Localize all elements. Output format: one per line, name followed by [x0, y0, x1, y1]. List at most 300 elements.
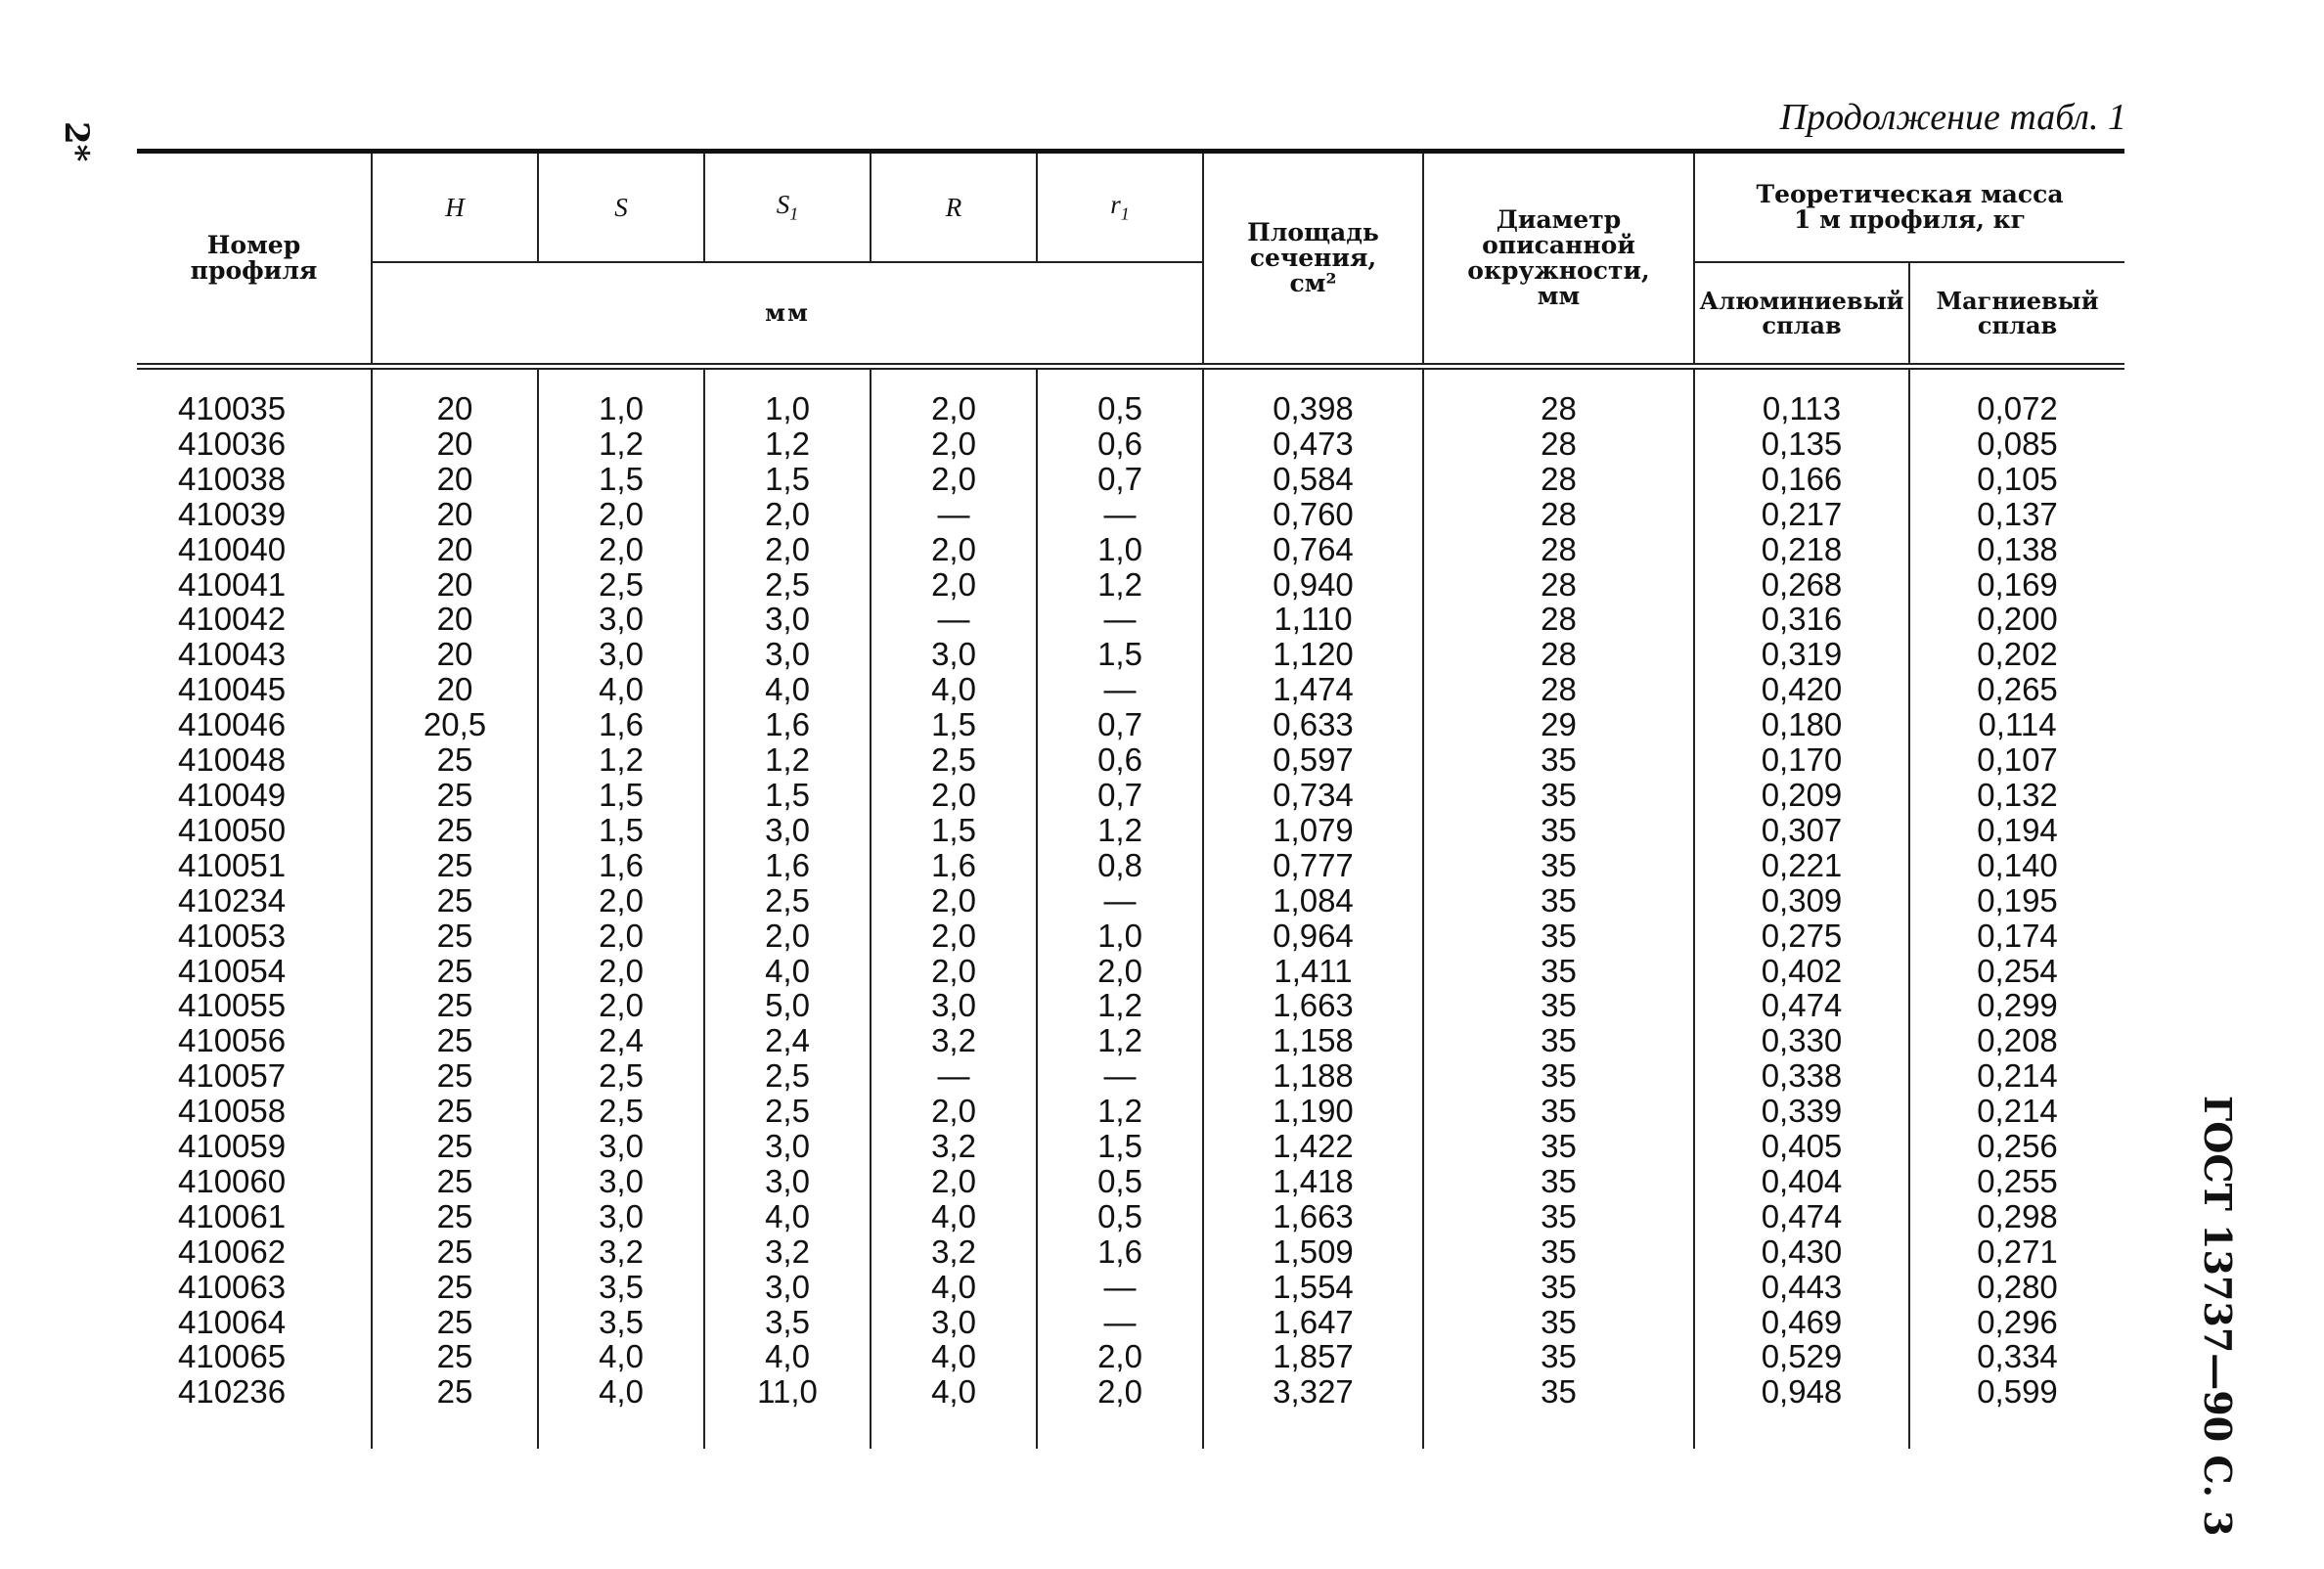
- cell-R: 4,0: [931, 1373, 976, 1411]
- cell-aluminium: 0,221: [1761, 846, 1843, 883]
- cell-area: 1,120: [1273, 636, 1354, 673]
- cell-H: 25: [436, 1338, 473, 1375]
- cell-S1: 3,0: [765, 636, 810, 673]
- cell-R: 4,0: [931, 671, 976, 708]
- cell-S1: 2,5: [765, 565, 810, 603]
- cell-profile: 410236: [178, 1373, 287, 1411]
- cell-diameter: 35: [1541, 1233, 1577, 1270]
- cell-H: 25: [436, 1128, 473, 1165]
- cell-magnesium: 0,334: [1977, 1338, 2058, 1375]
- cell-diameter: 28: [1541, 601, 1577, 638]
- cell-S: 2,4: [599, 1022, 644, 1059]
- page-mark: 2*: [57, 121, 96, 162]
- cell-diameter: 35: [1541, 1303, 1577, 1340]
- cell-r1: —: [1103, 1057, 1137, 1095]
- cell-H: 25: [436, 776, 473, 813]
- cell-profile: 410039: [178, 495, 287, 532]
- cell-profile: 410051: [178, 846, 287, 883]
- cell-area: 1,509: [1273, 1233, 1354, 1270]
- cell-S1: 3,0: [765, 1128, 810, 1165]
- cell-profile: 410041: [178, 565, 287, 603]
- cell-area: 1,422: [1273, 1128, 1354, 1165]
- cell-S: 3,0: [599, 636, 644, 673]
- cell-R: 2,0: [931, 565, 976, 603]
- cell-S: 3,0: [599, 1197, 644, 1234]
- cell-magnesium: 0,085: [1977, 425, 2058, 462]
- cell-H: 25: [436, 1022, 473, 1059]
- cell-R: 3,2: [931, 1022, 976, 1059]
- cell-aluminium: 0,474: [1761, 987, 1843, 1024]
- header-r1: $r_1$: [1037, 152, 1203, 263]
- cell-aluminium: 0,217: [1761, 495, 1843, 532]
- cell-diameter: 35: [1541, 952, 1577, 989]
- cell-S: 1,6: [599, 846, 644, 883]
- cell-aluminium: 0,307: [1761, 811, 1843, 848]
- header-diameter: Диаметр описанной окружности, мм: [1423, 152, 1694, 367]
- cell-r1: 2,0: [1097, 1373, 1142, 1411]
- profiles-table: [137, 149, 2124, 1449]
- cell-diameter: 28: [1541, 565, 1577, 603]
- s-column: [538, 367, 704, 1450]
- cell-r1: —: [1103, 601, 1137, 638]
- cell-magnesium: 0,265: [1977, 671, 2058, 708]
- header-profile-number: Номер профиля: [137, 152, 372, 367]
- cell-H: 25: [436, 1162, 473, 1199]
- cell-r1: 1,6: [1097, 1233, 1142, 1270]
- cell-S: 2,0: [599, 917, 644, 954]
- cell-S: 2,0: [599, 495, 644, 532]
- cell-diameter: 35: [1541, 1093, 1577, 1130]
- cell-S: 3,0: [599, 601, 644, 638]
- standard-page-label: ГОСТ 13737—90 С. 3: [2196, 1096, 2240, 1537]
- cell-profile: 410060: [178, 1162, 287, 1199]
- cell-S: 2,0: [599, 530, 644, 567]
- cell-magnesium: 0,114: [1978, 706, 2057, 743]
- cell-aluminium: 0,113: [1762, 390, 1842, 426]
- cell-profile: 410038: [178, 460, 287, 497]
- cell-r1: 1,2: [1097, 811, 1142, 848]
- cell-H: 25: [436, 987, 473, 1024]
- cell-area: 3,327: [1273, 1373, 1354, 1411]
- cell-R: 2,0: [931, 425, 976, 462]
- cell-R: 2,0: [931, 776, 976, 813]
- cell-S: 3,2: [599, 1233, 644, 1270]
- cell-r1: 0,5: [1097, 1197, 1142, 1234]
- cell-R: —: [937, 601, 970, 638]
- cell-S: 2,0: [599, 952, 644, 989]
- cell-area: 0,940: [1273, 565, 1354, 603]
- cell-r1: —: [1103, 1268, 1137, 1305]
- cell-aluminium: 0,330: [1761, 1022, 1843, 1059]
- cell-magnesium: 0,202: [1977, 636, 2058, 673]
- cell-S1: 5,0: [765, 987, 810, 1024]
- cell-area: 0,760: [1273, 495, 1354, 532]
- cell-r1: 0,7: [1097, 706, 1142, 743]
- cell-diameter: 28: [1541, 390, 1577, 426]
- cell-S1: 1,6: [765, 706, 810, 743]
- cell-magnesium: 0,194: [1977, 811, 2058, 848]
- cell-r1: 0,5: [1097, 390, 1142, 426]
- cell-R: 3,2: [931, 1233, 976, 1270]
- cell-S: 1,5: [599, 776, 644, 813]
- cell-aluminium: 0,166: [1761, 460, 1843, 497]
- cell-magnesium: 0,072: [1977, 390, 2058, 426]
- header-magnesium-alloy: Магниевый сплав: [1909, 262, 2124, 367]
- cell-magnesium: 0,140: [1977, 846, 2058, 883]
- cell-aluminium: 0,948: [1761, 1373, 1843, 1411]
- cell-H: 25: [436, 1373, 473, 1411]
- cell-area: 1,188: [1273, 1057, 1354, 1095]
- cell-S1: 2,5: [765, 1093, 810, 1130]
- cell-R: 2,0: [931, 917, 976, 954]
- cell-S: 3,5: [599, 1303, 644, 1340]
- cell-diameter: 35: [1541, 1022, 1577, 1059]
- header-theoretical-mass: Теоретическая масса 1 м профиля, кг: [1694, 152, 2124, 263]
- cell-R: 4,0: [931, 1268, 976, 1305]
- cell-S1: 2,0: [765, 495, 810, 532]
- cell-S: 2,5: [599, 1093, 644, 1130]
- cell-area: 1,190: [1273, 1093, 1354, 1130]
- cell-S1: 3,0: [765, 811, 810, 848]
- cell-S1: 4,0: [765, 1197, 810, 1234]
- cell-r1: 0,6: [1097, 741, 1142, 779]
- cell-r1: 0,8: [1097, 846, 1142, 883]
- cell-profile: 410234: [178, 881, 287, 919]
- cell-S1: 1,2: [765, 425, 810, 462]
- cell-area: 1,079: [1273, 811, 1354, 848]
- cell-S: 3,0: [599, 1162, 644, 1199]
- cell-H: 25: [436, 1233, 473, 1270]
- cell-magnesium: 0,107: [1977, 741, 2058, 779]
- cell-R: 2,5: [931, 741, 976, 779]
- r1-column: [1037, 367, 1203, 1450]
- cell-aluminium: 0,135: [1761, 425, 1843, 462]
- cell-S: 2,5: [599, 565, 644, 603]
- cell-profile: 410055: [178, 987, 287, 1024]
- cell-H: 25: [436, 1303, 473, 1340]
- cell-area: 0,597: [1273, 741, 1354, 779]
- cell-area: 0,584: [1273, 460, 1354, 497]
- cell-R: —: [937, 495, 970, 532]
- cell-R: 1,5: [931, 811, 976, 848]
- cell-aluminium: 0,529: [1761, 1338, 1843, 1375]
- cell-area: 1,411: [1274, 952, 1353, 989]
- cell-profile: 410061: [178, 1197, 287, 1234]
- cell-S1: 3,0: [765, 1268, 810, 1305]
- cell-r1: —: [1103, 671, 1137, 708]
- cell-aluminium: 0,209: [1761, 776, 1843, 813]
- cell-R: —: [937, 1057, 970, 1095]
- cell-R: 2,0: [931, 881, 976, 919]
- cell-diameter: 35: [1541, 776, 1577, 813]
- cell-diameter: 28: [1541, 671, 1577, 708]
- cell-r1: 1,2: [1097, 1093, 1142, 1130]
- cell-R: 2,0: [931, 460, 976, 497]
- cell-S1: 2,0: [765, 530, 810, 567]
- cell-H: 25: [436, 1093, 473, 1130]
- cell-magnesium: 0,105: [1977, 460, 2058, 497]
- cell-R: 3,2: [931, 1128, 976, 1165]
- diameter-column: [1423, 367, 1694, 1450]
- cell-S: 3,5: [599, 1268, 644, 1305]
- cell-H: 20: [436, 530, 473, 567]
- cell-diameter: 28: [1541, 495, 1577, 532]
- cell-H: 25: [436, 952, 473, 989]
- cell-H: 25: [436, 741, 473, 779]
- cell-diameter: 35: [1541, 1373, 1577, 1411]
- cell-area: 0,964: [1273, 917, 1354, 954]
- cell-R: 3,0: [931, 636, 976, 673]
- cell-H: 25: [436, 1268, 473, 1305]
- cell-profile: 410035: [178, 390, 287, 426]
- cell-r1: 0,7: [1097, 776, 1142, 813]
- cell-diameter: 28: [1541, 460, 1577, 497]
- cell-aluminium: 0,268: [1761, 565, 1843, 603]
- cell-diameter: 35: [1541, 1338, 1577, 1375]
- cell-aluminium: 0,469: [1761, 1303, 1843, 1340]
- cell-aluminium: 0,404: [1761, 1162, 1843, 1199]
- cell-S: 2,0: [599, 881, 644, 919]
- cell-H: 20: [436, 601, 473, 638]
- cell-S1: 1,2: [765, 741, 810, 779]
- cell-S1: 3,0: [765, 601, 810, 638]
- cell-R: 2,0: [931, 1162, 976, 1199]
- cell-r1: 1,2: [1097, 565, 1142, 603]
- cell-H: 25: [436, 881, 473, 919]
- header-h: H: [372, 152, 538, 263]
- cell-profile: 410056: [178, 1022, 287, 1059]
- cell-profile: 410048: [178, 741, 287, 779]
- cell-aluminium: 0,402: [1761, 952, 1843, 989]
- cell-magnesium: 0,200: [1977, 601, 2058, 638]
- cell-S1: 3,5: [765, 1303, 810, 1340]
- continuation-title: Продолжение табл. 1: [1779, 97, 2126, 138]
- cell-diameter: 35: [1541, 987, 1577, 1024]
- cell-diameter: 35: [1541, 1128, 1577, 1165]
- cell-R: 3,0: [931, 1303, 976, 1340]
- cell-magnesium: 0,137: [1977, 495, 2058, 532]
- cell-aluminium: 0,420: [1761, 671, 1843, 708]
- header-r: R: [871, 152, 1037, 263]
- cell-aluminium: 0,316: [1761, 601, 1843, 638]
- cell-magnesium: 0,298: [1977, 1197, 2058, 1234]
- cell-R: 2,0: [931, 530, 976, 567]
- cell-S: 3,0: [599, 1128, 644, 1165]
- cell-H: 20: [436, 636, 473, 673]
- cell-profile: 410054: [178, 952, 287, 989]
- cell-magnesium: 0,256: [1977, 1128, 2058, 1165]
- cell-S: 4,0: [599, 1338, 644, 1375]
- cell-diameter: 28: [1541, 425, 1577, 462]
- cell-r1: 1,2: [1097, 987, 1142, 1024]
- cell-r1: 1,0: [1097, 530, 1142, 567]
- cell-diameter: 35: [1541, 881, 1577, 919]
- cell-magnesium: 0,254: [1977, 952, 2058, 989]
- cell-magnesium: 0,169: [1977, 565, 2058, 603]
- cell-r1: 1,0: [1097, 917, 1142, 954]
- cell-S1: 2,5: [765, 881, 810, 919]
- cell-r1: 1,2: [1097, 1022, 1142, 1059]
- cell-magnesium: 0,296: [1977, 1303, 2058, 1340]
- cell-S1: 1,6: [765, 846, 810, 883]
- cell-r1: 1,5: [1097, 1128, 1142, 1165]
- cell-profile: 410065: [178, 1338, 287, 1375]
- cell-aluminium: 0,275: [1761, 917, 1843, 954]
- cell-profile: 410045: [178, 671, 287, 708]
- cell-S: 4,0: [599, 1373, 644, 1411]
- cell-profile: 410036: [178, 425, 287, 462]
- cell-R: 3,0: [931, 987, 976, 1024]
- cell-S1: 1,0: [765, 390, 810, 426]
- cell-magnesium: 0,599: [1977, 1373, 2058, 1411]
- cell-aluminium: 0,218: [1761, 530, 1843, 567]
- cell-aluminium: 0,430: [1761, 1233, 1843, 1270]
- cell-H: 20: [436, 460, 473, 497]
- cell-S1: 4,0: [765, 1338, 810, 1375]
- cell-magnesium: 0,214: [1977, 1093, 2058, 1130]
- cell-aluminium: 0,319: [1761, 636, 1843, 673]
- cell-H: 20,5: [423, 706, 487, 743]
- cell-profile: 410046: [178, 706, 287, 743]
- cell-area: 1,663: [1273, 1197, 1354, 1234]
- cell-aluminium: 0,180: [1761, 706, 1843, 743]
- cell-diameter: 35: [1541, 1268, 1577, 1305]
- cell-S: 1,5: [599, 460, 644, 497]
- cell-profile: 410062: [178, 1233, 287, 1270]
- cell-diameter: 35: [1541, 846, 1577, 883]
- cell-diameter: 35: [1541, 917, 1577, 954]
- header-s: S: [538, 152, 704, 263]
- cell-r1: 0,7: [1097, 460, 1142, 497]
- cell-magnesium: 0,214: [1977, 1057, 2058, 1095]
- cell-profile: 410040: [178, 530, 287, 567]
- cell-magnesium: 0,271: [1977, 1233, 2058, 1270]
- r-column: [871, 367, 1037, 1450]
- cell-H: 25: [436, 1057, 473, 1095]
- cell-r1: —: [1103, 495, 1137, 532]
- cell-profile: 410057: [178, 1057, 287, 1095]
- cell-profile: 410042: [178, 601, 287, 638]
- cell-magnesium: 0,280: [1977, 1268, 2058, 1305]
- cell-R: 2,0: [931, 390, 976, 426]
- cell-S1: 2,4: [765, 1022, 810, 1059]
- cell-diameter: 35: [1541, 811, 1577, 848]
- cell-r1: 0,5: [1097, 1162, 1142, 1199]
- cell-aluminium: 0,170: [1761, 741, 1843, 779]
- cell-r1: 0,6: [1097, 425, 1142, 462]
- cell-r1: 2,0: [1097, 1338, 1142, 1375]
- cell-S1: 3,2: [765, 1233, 810, 1270]
- cell-profile: 410049: [178, 776, 287, 813]
- cell-diameter: 35: [1541, 1057, 1577, 1095]
- cell-r1: 1,5: [1097, 636, 1142, 673]
- cell-area: 0,764: [1273, 530, 1354, 567]
- cell-area: 0,734: [1273, 776, 1354, 813]
- cell-H: 25: [436, 846, 473, 883]
- cell-diameter: 28: [1541, 530, 1577, 567]
- cell-magnesium: 0,174: [1977, 917, 2058, 954]
- cell-profile: 410064: [178, 1303, 287, 1340]
- cell-diameter: 35: [1541, 741, 1577, 779]
- magnesium-mass-column: [1909, 367, 2124, 1450]
- cell-area: 1,474: [1273, 671, 1354, 708]
- cell-aluminium: 0,338: [1761, 1057, 1843, 1095]
- profile-number-column: [137, 367, 372, 1450]
- cell-S1: 4,0: [765, 952, 810, 989]
- s1-column: [704, 367, 871, 1450]
- cell-area: 0,777: [1273, 846, 1354, 883]
- cell-S: 2,0: [599, 987, 644, 1024]
- cell-S1: 2,0: [765, 917, 810, 954]
- cell-profile: 410053: [178, 917, 287, 954]
- cell-area: 1,663: [1273, 987, 1354, 1024]
- cell-S: 1,6: [599, 706, 644, 743]
- cell-area: 0,398: [1273, 390, 1354, 426]
- cell-area: 1,418: [1273, 1162, 1354, 1199]
- cell-R: 4,0: [931, 1197, 976, 1234]
- cell-S: 1,0: [599, 390, 644, 426]
- cell-S1: 11,0: [757, 1373, 818, 1411]
- cell-aluminium: 0,443: [1761, 1268, 1843, 1305]
- header-s1: $S_1$: [704, 152, 871, 263]
- cell-H: 25: [436, 1197, 473, 1234]
- cell-H: 20: [436, 425, 473, 462]
- cell-magnesium: 0,299: [1977, 987, 2058, 1024]
- header-units-mm: мм: [372, 262, 1203, 367]
- cell-diameter: 29: [1541, 706, 1577, 743]
- cell-r1: 2,0: [1097, 952, 1142, 989]
- cell-r1: —: [1103, 881, 1137, 919]
- cell-R: 4,0: [931, 1338, 976, 1375]
- cell-area: 1,158: [1273, 1022, 1354, 1059]
- cell-S: 1,5: [599, 811, 644, 848]
- cell-H: 20: [436, 495, 473, 532]
- cell-R: 1,5: [931, 706, 976, 743]
- cell-magnesium: 0,208: [1977, 1022, 2058, 1059]
- cell-S: 4,0: [599, 671, 644, 708]
- cell-S: 2,5: [599, 1057, 644, 1095]
- cell-area: 1,857: [1273, 1338, 1354, 1375]
- cell-H: 20: [436, 390, 473, 426]
- cell-S1: 1,5: [765, 460, 810, 497]
- cell-S1: 2,5: [765, 1057, 810, 1095]
- cell-profile: 410058: [178, 1093, 287, 1130]
- cell-profile: 410059: [178, 1128, 287, 1165]
- area-column: [1203, 367, 1423, 1450]
- cell-diameter: 35: [1541, 1197, 1577, 1234]
- cell-magnesium: 0,138: [1977, 530, 2058, 567]
- cell-S: 1,2: [599, 425, 644, 462]
- cell-magnesium: 0,132: [1977, 776, 2058, 813]
- cell-aluminium: 0,405: [1761, 1128, 1843, 1165]
- cell-H: 25: [436, 811, 473, 848]
- cell-magnesium: 0,195: [1977, 881, 2058, 919]
- cell-H: 25: [436, 917, 473, 954]
- cell-profile: 410050: [178, 811, 287, 848]
- cell-H: 20: [436, 565, 473, 603]
- cell-area: 0,633: [1273, 706, 1354, 743]
- cell-profile: 410043: [178, 636, 287, 673]
- cell-profile: 410063: [178, 1268, 287, 1305]
- header-area: Площадь сечения, см²: [1203, 152, 1423, 367]
- cell-R: 2,0: [931, 1093, 976, 1130]
- cell-H: 20: [436, 671, 473, 708]
- cell-R: 1,6: [931, 846, 976, 883]
- cell-R: 2,0: [931, 952, 976, 989]
- cell-area: 0,473: [1273, 425, 1354, 462]
- cell-area: 1,084: [1273, 881, 1354, 919]
- cell-diameter: 28: [1541, 636, 1577, 673]
